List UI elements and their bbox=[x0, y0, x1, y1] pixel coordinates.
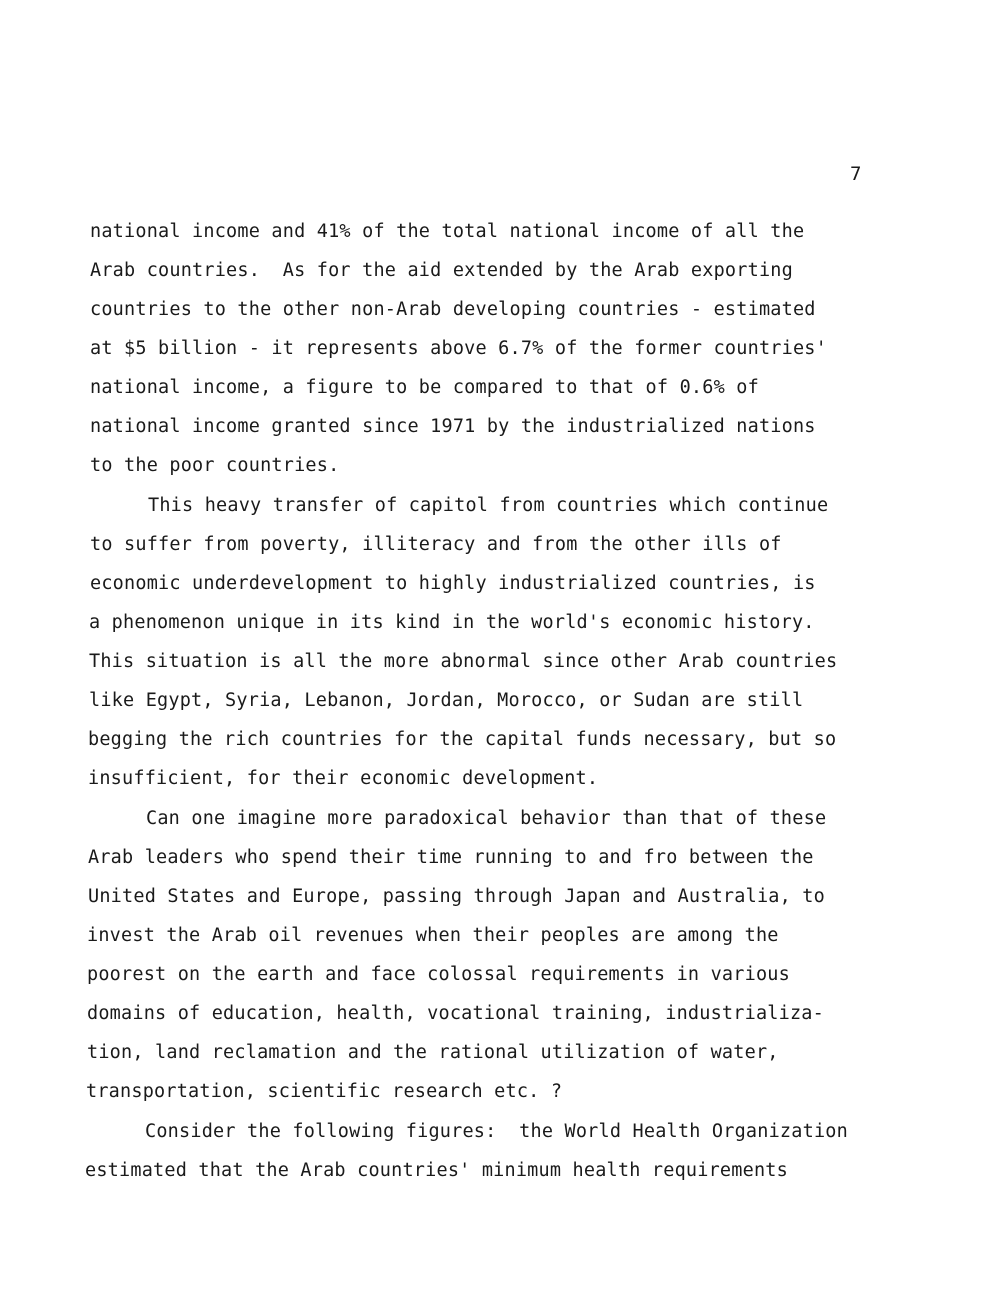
text-line: national income granted since 1971 by the industrialized nations bbox=[90, 416, 816, 437]
text-line: poorest on the earth and face colossal requirements in various bbox=[87, 964, 790, 985]
text-line: United States and Europe, passing through Japan and Australia, to bbox=[88, 886, 825, 907]
text-line: invest the Arab oil revenues when their peoples are among the bbox=[87, 925, 779, 946]
text-line: at $5 billion - it represents above 6.7% of the former countries' bbox=[90, 338, 827, 359]
text-line: tion, land reclamation and the rational utilization of water, bbox=[87, 1042, 779, 1063]
text-line: countries to the other non-Arab developing countries - estimated bbox=[90, 299, 816, 320]
text-line: Arab leaders who spend their time running to and fro between the bbox=[88, 847, 814, 868]
text-line: a phenomenon unique in its kind in the world's economic history. bbox=[89, 612, 815, 633]
text-line: This situation is all the more abnormal since other Arab countries bbox=[89, 651, 838, 672]
text-line: to the poor countries. bbox=[90, 455, 340, 476]
text-line: transportation, scientific research etc. ? bbox=[86, 1081, 563, 1102]
text-line: domains of education, health, vocational training, industrializa- bbox=[87, 1003, 824, 1024]
text-line: estimated that the Arab countries' minimum health requirements bbox=[85, 1160, 788, 1181]
text-line: to suffer from poverty, illiteracy and from the other ills of bbox=[90, 534, 782, 555]
text-line: begging the rich countries for the capital funds necessary, but so bbox=[88, 729, 837, 750]
text-line: economic underdevelopment to highly industrialized countries, is bbox=[90, 573, 816, 594]
paragraph-first-line: Can one imagine more paradoxical behavior than that of these bbox=[146, 808, 827, 829]
text-line: insufficient, for their economic development. bbox=[88, 768, 599, 789]
text-line: like Egypt, Syria, Lebanon, Jordan, Morocco, or Sudan are still bbox=[89, 690, 804, 711]
text-line: national income, a figure to be compared to that of 0.6% of bbox=[90, 377, 759, 398]
text-line: national income and 41% of the total national income of all the bbox=[90, 221, 805, 242]
text-line: Arab countries. As for the aid extended by the Arab exporting bbox=[90, 260, 793, 281]
page-number: 7 bbox=[850, 163, 862, 185]
paragraph-first-line: This heavy transfer of capitol from countries which continue bbox=[148, 495, 829, 516]
paragraph-first-line: Consider the following figures: the World Health Organization bbox=[145, 1121, 848, 1142]
